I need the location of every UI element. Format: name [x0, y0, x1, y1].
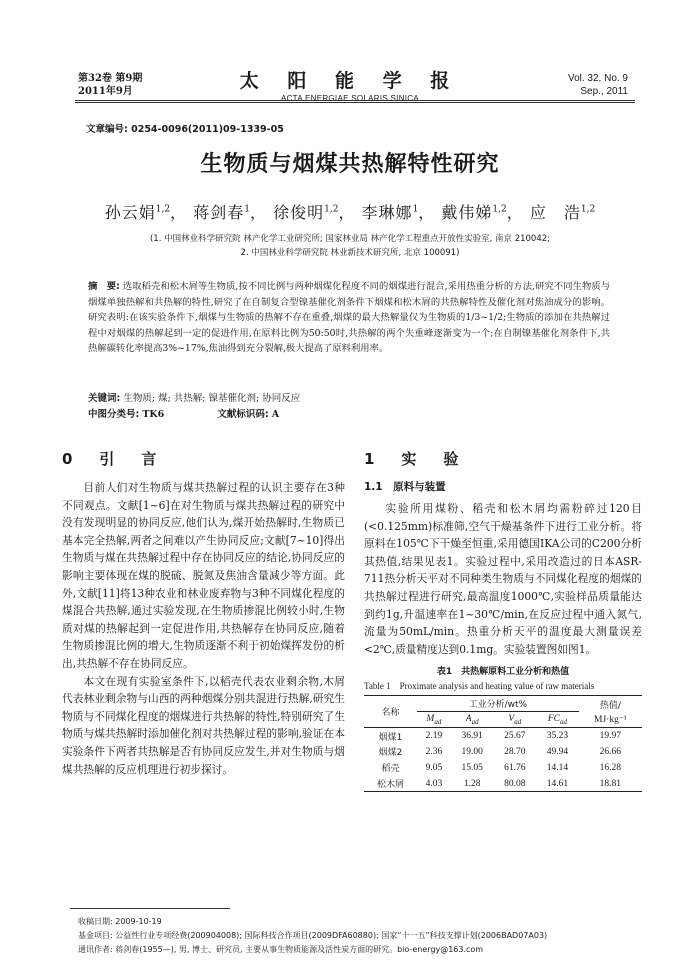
keywords — [88, 390, 300, 404]
section-heading-introduction: 0 引 言 — [62, 450, 163, 468]
table-subheader: $A_{ad}$ — [451, 712, 494, 728]
abstract-label: 摘 要: — [88, 281, 120, 292]
abstract-text: 选取稻壳和松木屑等生物质,按不同比例与两种烟煤化程度不同的烟煤进行混合,采用热重分析的方法,研究不同生物质与烟煤单独热解和共热解的特性,研究了在自制复合型镍基催化剂条件下烟煤和松木屑的共热解特性及催化剂对焦油成分的影响。研究表明:在该实验条件下,烟煤与生物质的热解不存在重叠,烟煤的最大热解量仅为生物质的1/3~1/2;生物质的添加在共热解过程中对烟煤的热解起到一定的促进作用,在原料比例为50:50时,共热解的两个失重峰逐渐变为一个;在自制镍基催化剂条件下,共热解碳转化率提高3%~17%,焦油得到充分裂解,极大提高了原料利用率。 — [88, 281, 610, 354]
author-separator: ， — [506, 203, 524, 222]
table-cell: 26.66 — [599, 746, 622, 757]
table-cell-name: 烟煤1 — [378, 732, 403, 743]
table-subheader-heat-unit: MJ·kg⁻¹ — [579, 712, 642, 728]
author-affil-mark: 1 — [244, 204, 250, 215]
table-row — [364, 744, 642, 760]
right-column — [364, 448, 642, 792]
table-header-heat: 热值/ — [579, 696, 642, 712]
table-cell: 15.05 — [461, 762, 483, 773]
journal-title-en: ACTA ENERGIAE SOLARIS SINICA — [280, 94, 420, 103]
table-subheader: $FC_{ad}$ — [536, 712, 579, 728]
table-cell: 16.28 — [599, 762, 622, 773]
author-name: 徐俊明 — [273, 203, 325, 222]
clc-value: TK6 — [142, 409, 165, 420]
table-cell-name: 松木屑 — [364, 776, 417, 792]
subsection-heading-materials: 1.1 原料与装置 — [364, 481, 446, 493]
keywords-text: 生物质; 煤; 共热解; 镍基催化剂; 协同反应 — [123, 393, 301, 404]
table-caption-cn: 表1 共热解原料工业分析和热值 — [436, 667, 570, 678]
author-name: 应 浩 — [529, 203, 581, 222]
volume-issue-cn: 第32卷 第9期 — [78, 73, 143, 84]
author-separator: ， — [418, 203, 436, 222]
table-cell-name: 稻壳 — [381, 764, 400, 775]
doc-code-label: 文献标识码: — [217, 409, 269, 420]
author-affil-mark: 1 — [412, 204, 419, 215]
article-number: 文章编号: 0254-0096(2011)09-1339-05 — [86, 124, 284, 135]
date-cn: 2011年9月 — [78, 86, 133, 97]
table-cell: 35.23 — [546, 731, 569, 742]
left-column — [62, 448, 345, 778]
abstract — [88, 279, 610, 357]
author-name: 戴伟娣 — [441, 203, 493, 222]
table-cell: 2.19 — [425, 731, 443, 742]
author-separator: ， — [338, 203, 356, 222]
author-name: 李琳娜 — [361, 203, 413, 222]
table-cell: 61.76 — [504, 762, 526, 773]
footnote-rule — [70, 908, 230, 909]
running-header-right — [568, 72, 628, 98]
table-header-group: 工业分析/wt% — [417, 696, 579, 712]
table-cell: 18.81 — [579, 776, 642, 792]
author-name: 蒋剑春 — [193, 203, 245, 222]
table-cell: 19.97 — [599, 731, 622, 742]
author-affil-mark: 1,2 — [492, 204, 507, 215]
table-cell: 36.91 — [461, 731, 483, 742]
table-cell: 14.61 — [536, 776, 579, 792]
author-list — [0, 200, 700, 223]
table-row — [364, 760, 642, 776]
table-cell: 2.36 — [425, 746, 443, 757]
affiliation-line: 2. 中国林业科学研究院 林业新技术研究所, 北京 100091) — [240, 248, 460, 258]
clc-label: 中图分类号: — [88, 409, 140, 420]
keywords-label: 关键词: — [88, 393, 121, 404]
table-caption-en: Table 1 Proximate analysis and heating value of raw materials — [364, 681, 595, 692]
author-separator: ， — [170, 203, 188, 222]
table-cell-name: 烟煤2 — [378, 748, 403, 759]
table-cell: 9.05 — [425, 762, 443, 773]
classification-line — [88, 406, 279, 420]
body-paragraph: 目前人们对生物质与煤共热解过程的认识主要存在3种不同观点。文献[1~6]在对生物质与煤共热解过程的研究中没有发现明显的协同反应,他们认为,煤开始热解时,生物质已基本完全热解,两者之间难以产生协同反应;文献[7~10]得出生物质与煤在共热解过程中存在协同反应的结论,协同反应的影响主要体现在煤的脱硫、脱氮及焦油含量减少等方面。此外,文献[11]将13种农业和林业废弃物与3种不同煤化程度的煤混合共热解,通过实验发现,在生物质掺混比例较小时,生物质对煤的热解起到一定促进作用,共热解存在协同反应,随着生物质掺混比例的增大,生物质逐渐不利于初始煤挥发份的析出,共热解不存在协同反应。 — [62, 481, 345, 670]
table-cell: 14.14 — [546, 762, 569, 773]
journal-title-cn: 太 阳 能 学 报 — [239, 70, 461, 92]
table-row — [364, 728, 642, 744]
section-heading-experiment: 1 实 验 — [364, 450, 465, 468]
body-paragraph: 本文在现有实验室条件下,以稻壳代表农业剩余物,木屑代表林业剩余物与山西的两种烟煤分别共混进行热解,研究生物质与不同煤化程度的烟煤进行共热解的特性,特别研究了生物质与煤共热解时添加催化剂对共热解过程的影响,验证在本实验条件下两者共热解是否有协同反应发生,并对生物质与烟煤共热解的反应机理进行初步探讨。 — [62, 674, 345, 776]
affiliation-line: (1. 中国林业科学研究院 林产化学工业研究所; 国家林业局 林产化学工程重点开放性实验室, 南京 210042; — [149, 234, 551, 244]
volume-issue-en: Vol. 32, No. 9 — [567, 73, 628, 84]
table-cell: 4.03 — [417, 776, 451, 792]
table-cell: 19.00 — [461, 746, 483, 757]
author-separator: ， — [249, 203, 267, 222]
body-paragraph: 实验所用煤粉、稻壳和松木屑均需粉碎过120目(<0.125mm)标准筛,空气干燥基条件下进行工业分析。将原料在105℃下干燥至恒重,采用德国IKA公司的C200分析其热值,结果见表1。实验过程中,采用改造过的日本ASR-711热分析天平对不同种类生物质与不同煤化程度的烟煤的共热解过程进行研究,最高温度1000℃,实验样品质量能达到约1g,升温速率在1~30℃/min,在反应过程中通入氮气,流量为50mL/min。热重分析天平的温度最大测量误差<2℃,质量精度达到0.1mg。实验装置图如图1。 — [364, 502, 642, 656]
author-name: 孙云娟 — [104, 203, 156, 222]
author-affil-mark: 1,2 — [155, 204, 171, 215]
doc-code-value: A — [271, 409, 280, 420]
paper-title: 生物质与烟煤共热解特性研究 — [200, 152, 500, 177]
table-subheader: $V_{ad}$ — [493, 712, 536, 728]
footnote-fund: 基金项目: 公益性行业专项经费(200904008); 国际科技合作项目(2009DFA60880); 国家“十一五”科技支撑计划(2006BAD07A03) — [78, 931, 548, 940]
table-row — [364, 776, 642, 792]
table-header-name: 名称 — [364, 696, 417, 728]
header-rule — [75, 100, 635, 103]
table-cell: 25.67 — [504, 731, 526, 742]
author-affil-mark: 1,2 — [324, 204, 339, 215]
table-cell: 1.28 — [451, 776, 494, 792]
table-cell: 28.70 — [504, 746, 526, 757]
table-cell: 49.94 — [546, 746, 569, 757]
table-subheader: $M_{ad}$ — [417, 712, 451, 728]
date-en: Sep., 2011 — [580, 86, 628, 97]
footnote-received: 收稿日期: 2009-10-19 — [78, 917, 162, 926]
table-cell: 80.08 — [493, 776, 536, 792]
author-affil-mark: 1,2 — [580, 204, 596, 215]
proximate-analysis-table — [364, 695, 642, 792]
footnote-author: 通讯作者: 蒋剑春(1955—), 男, 博士、研究员, 主要从事生物质能源及活性炭方面的研究。bio-energy@163.com — [78, 945, 484, 954]
